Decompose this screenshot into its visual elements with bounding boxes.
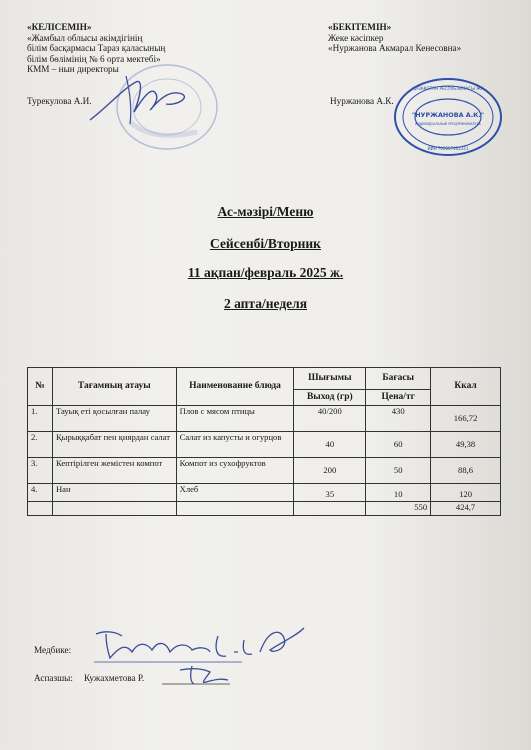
cell-name-kz: Тауық еті қосылған палау — [52, 406, 176, 432]
cell-kcal: 166,72 — [431, 406, 501, 432]
total-kcal: 424,7 — [431, 502, 501, 516]
header-price-kz: Бағасы — [366, 368, 431, 390]
entrepreneur-stamp — [392, 76, 504, 158]
cell-name-ru: Салат из капусты и огурцов — [176, 432, 294, 458]
director-signature — [86, 68, 196, 128]
cook-signature — [160, 660, 240, 692]
cook-label: Аспазшы: — [34, 673, 73, 683]
cell-price: 10 — [366, 484, 431, 502]
cell-yield: 40/200 — [294, 406, 366, 432]
title-date — [0, 265, 531, 281]
total-price: 550 — [366, 502, 431, 516]
cell-name-kz: Нан — [52, 484, 176, 502]
header-yield-kz: Шығымы — [294, 368, 366, 390]
header-num: № — [28, 368, 53, 406]
cell-empty — [294, 502, 366, 516]
approval-left-line: білім бөлімінің № 6 орта мектебі» — [27, 53, 161, 64]
table-row — [28, 432, 501, 458]
approval-right-signer: Нуржанова А.К. — [330, 96, 394, 106]
cell-num: 3. — [28, 458, 53, 484]
header-name-kz: Тағамның атауы — [52, 368, 176, 406]
title-week-text: 2 апта/неделя — [223, 296, 308, 311]
title-week — [0, 296, 531, 312]
header-price-ru: Цена/тг — [366, 390, 431, 406]
approval-left-line: білім басқармасы Тараз қаласының — [27, 43, 166, 54]
approval-right-line: «Нуржанова Акмарал Кенесовна» — [328, 43, 462, 54]
header-kcal: Ккал — [431, 368, 501, 406]
cell-empty — [28, 502, 53, 516]
approval-right — [328, 22, 518, 54]
cell-empty — [176, 502, 294, 516]
cell-price: 50 — [366, 458, 431, 484]
cell-yield: 40 — [294, 432, 366, 458]
table-header-row — [28, 368, 501, 390]
nurse-label: Медбике: — [34, 645, 72, 655]
stamp-ring-text: ҚАЗАҚСТАН РЕСПУБЛИКАСЫ ЖК — [412, 86, 484, 91]
stamp-center-name: "НУРЖАНОВА А.К." — [411, 111, 485, 119]
table-row — [28, 484, 501, 502]
cell-empty — [52, 502, 176, 516]
approval-right-heading: «БЕКІТЕМІН» — [328, 22, 392, 32]
cell-kcal: 120 — [431, 484, 501, 502]
cell-name-kz: Кептірілген жемістен компот — [52, 458, 176, 484]
approval-left-heading: «КЕЛІСЕМІН» — [27, 22, 92, 32]
cell-kcal: 88,6 — [431, 458, 501, 484]
approval-right-line: Жеке кәсіпкер — [328, 32, 384, 43]
title-menu — [0, 204, 531, 220]
stamp-iin: ИИН 700607402321 — [427, 146, 469, 151]
cell-price: 60 — [366, 432, 431, 458]
title-day-text: Сейсенбі/Вторник — [210, 236, 321, 251]
cell-num: 1. — [28, 406, 53, 432]
cell-yield: 35 — [294, 484, 366, 502]
cell-name-ru: Плов с мясом птицы — [176, 406, 294, 432]
cell-num: 2. — [28, 432, 53, 458]
cell-yield: 200 — [294, 458, 366, 484]
table-row — [28, 458, 501, 484]
approval-left-line: КММ – нын директоры — [27, 64, 119, 75]
cell-price: 430 — [366, 406, 431, 432]
header-name-ru: Наименование блюда — [176, 368, 294, 406]
approval-left-line: «Жамбыл облысы әкімдігінің — [27, 32, 143, 43]
cell-name-ru: Компот из сухофруктов — [176, 458, 294, 484]
title-menu-text: Ас-мәзірі/Меню — [217, 204, 314, 219]
menu-table — [27, 367, 501, 516]
header-yield-ru: Выход (гр) — [294, 390, 366, 406]
cell-num: 4. — [28, 484, 53, 502]
stamp-center-sub: ИНДИВИДУАЛЬНЫЙ ПРЕДПРИНИМАТЕЛЬ — [415, 122, 481, 126]
cook-name: Кужахметова Р. — [84, 673, 145, 683]
cell-name-ru: Хлеб — [176, 484, 294, 502]
title-day — [0, 236, 531, 252]
title-date-text: 11 ақпан/февраль 2025 ж. — [187, 265, 344, 280]
cell-name-kz: Қырыққабат пен қиярдан салат — [52, 432, 176, 458]
approval-left-signer: Турекулова А.И. — [27, 96, 92, 106]
table-total-row — [28, 502, 501, 516]
cell-kcal: 49,38 — [431, 432, 501, 458]
table-row — [28, 406, 501, 432]
